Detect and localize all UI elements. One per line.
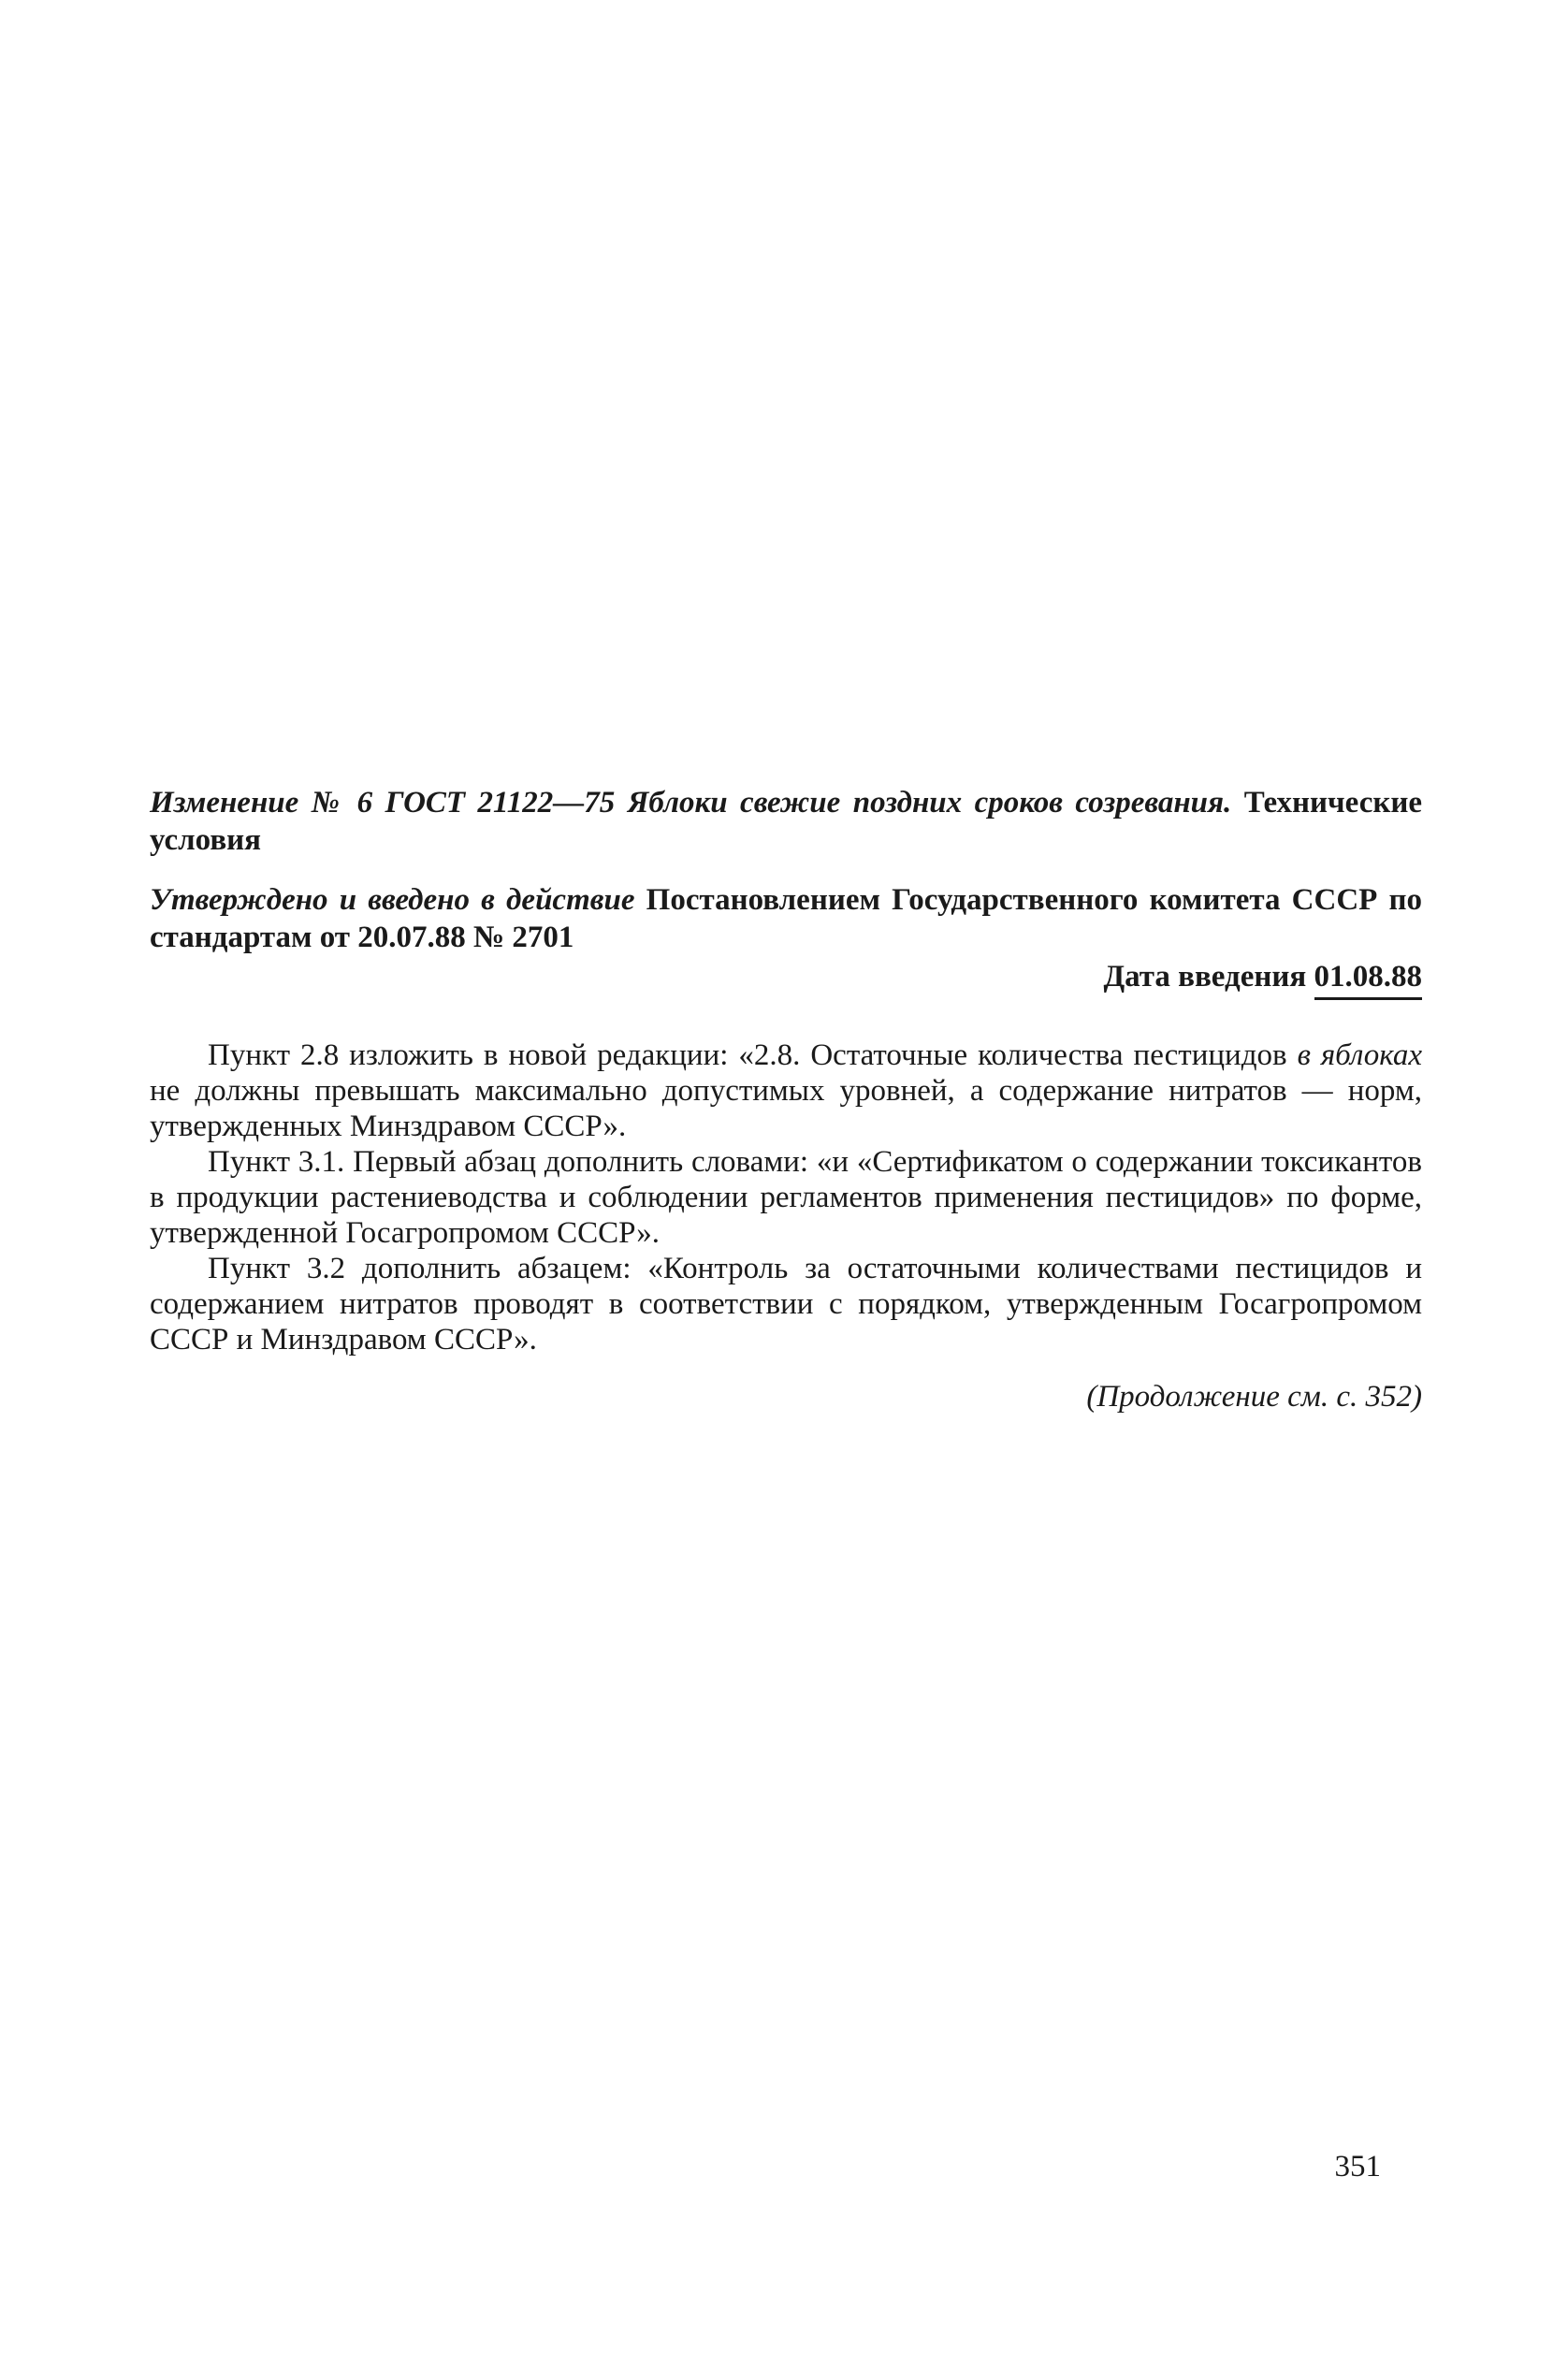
document-body xyxy=(150,784,1422,1415)
page-number: 351 xyxy=(1334,2150,1381,2184)
approval-authority: Постановлением Государственного комитета СССР по стандартам от 20.07.88 № 2701 xyxy=(150,883,1422,954)
amendment-text xyxy=(150,1037,1422,1357)
paragraph-text: Пункт 2.8 изложить в новой редакции: «2.8. Остаточные количества пестицидов xyxy=(208,1038,1287,1072)
approval-prefix: Утверждено и введено в действие xyxy=(150,883,635,917)
introduction-date xyxy=(150,958,1422,1000)
amendment-number: Изменение № 6 ГОСТ 21122—75 xyxy=(150,786,616,820)
paragraph-clause-3-2 xyxy=(150,1251,1422,1357)
paragraph-text: Пункт 3.2 дополнить абзацем: «Контроль за остаточными количествами пестицидов и содержанием нитратов проводят в соответствии с порядком, утвержденным Госагропромом СССР и Минздравом СССР». xyxy=(150,1252,1422,1357)
introduction-date-label: Дата введения xyxy=(1103,960,1307,994)
standard-title: Яблоки свежие поздних сроков созревания. xyxy=(627,786,1232,820)
approval-statement xyxy=(150,881,1422,956)
paragraph-text: не должны превышать максимально допустимых уровней, а содержание нитратов — норм, утвержденных Минздравом СССР». xyxy=(150,1074,1422,1143)
paragraph-emphasis: в яблоках xyxy=(1297,1038,1423,1072)
paragraph-clause-2-8 xyxy=(150,1037,1422,1144)
amendment-heading xyxy=(150,784,1422,859)
introduction-date-value: 01.08.88 xyxy=(1314,958,1423,1000)
paragraph-text: Пункт 3.1. Первый абзац дополнить словами: «и «Сертификатом о содержании токсикантов в продукции растениеводства и соблюдении регламентов применения пестицидов» по форме, утвержденной Госагропромом СССР». xyxy=(150,1145,1422,1250)
standard-subtitle: Технические условия xyxy=(150,786,1423,857)
paragraph-clause-3-1 xyxy=(150,1144,1422,1251)
continuation-note: (Продолжение см. с. 352) xyxy=(1086,1380,1422,1414)
